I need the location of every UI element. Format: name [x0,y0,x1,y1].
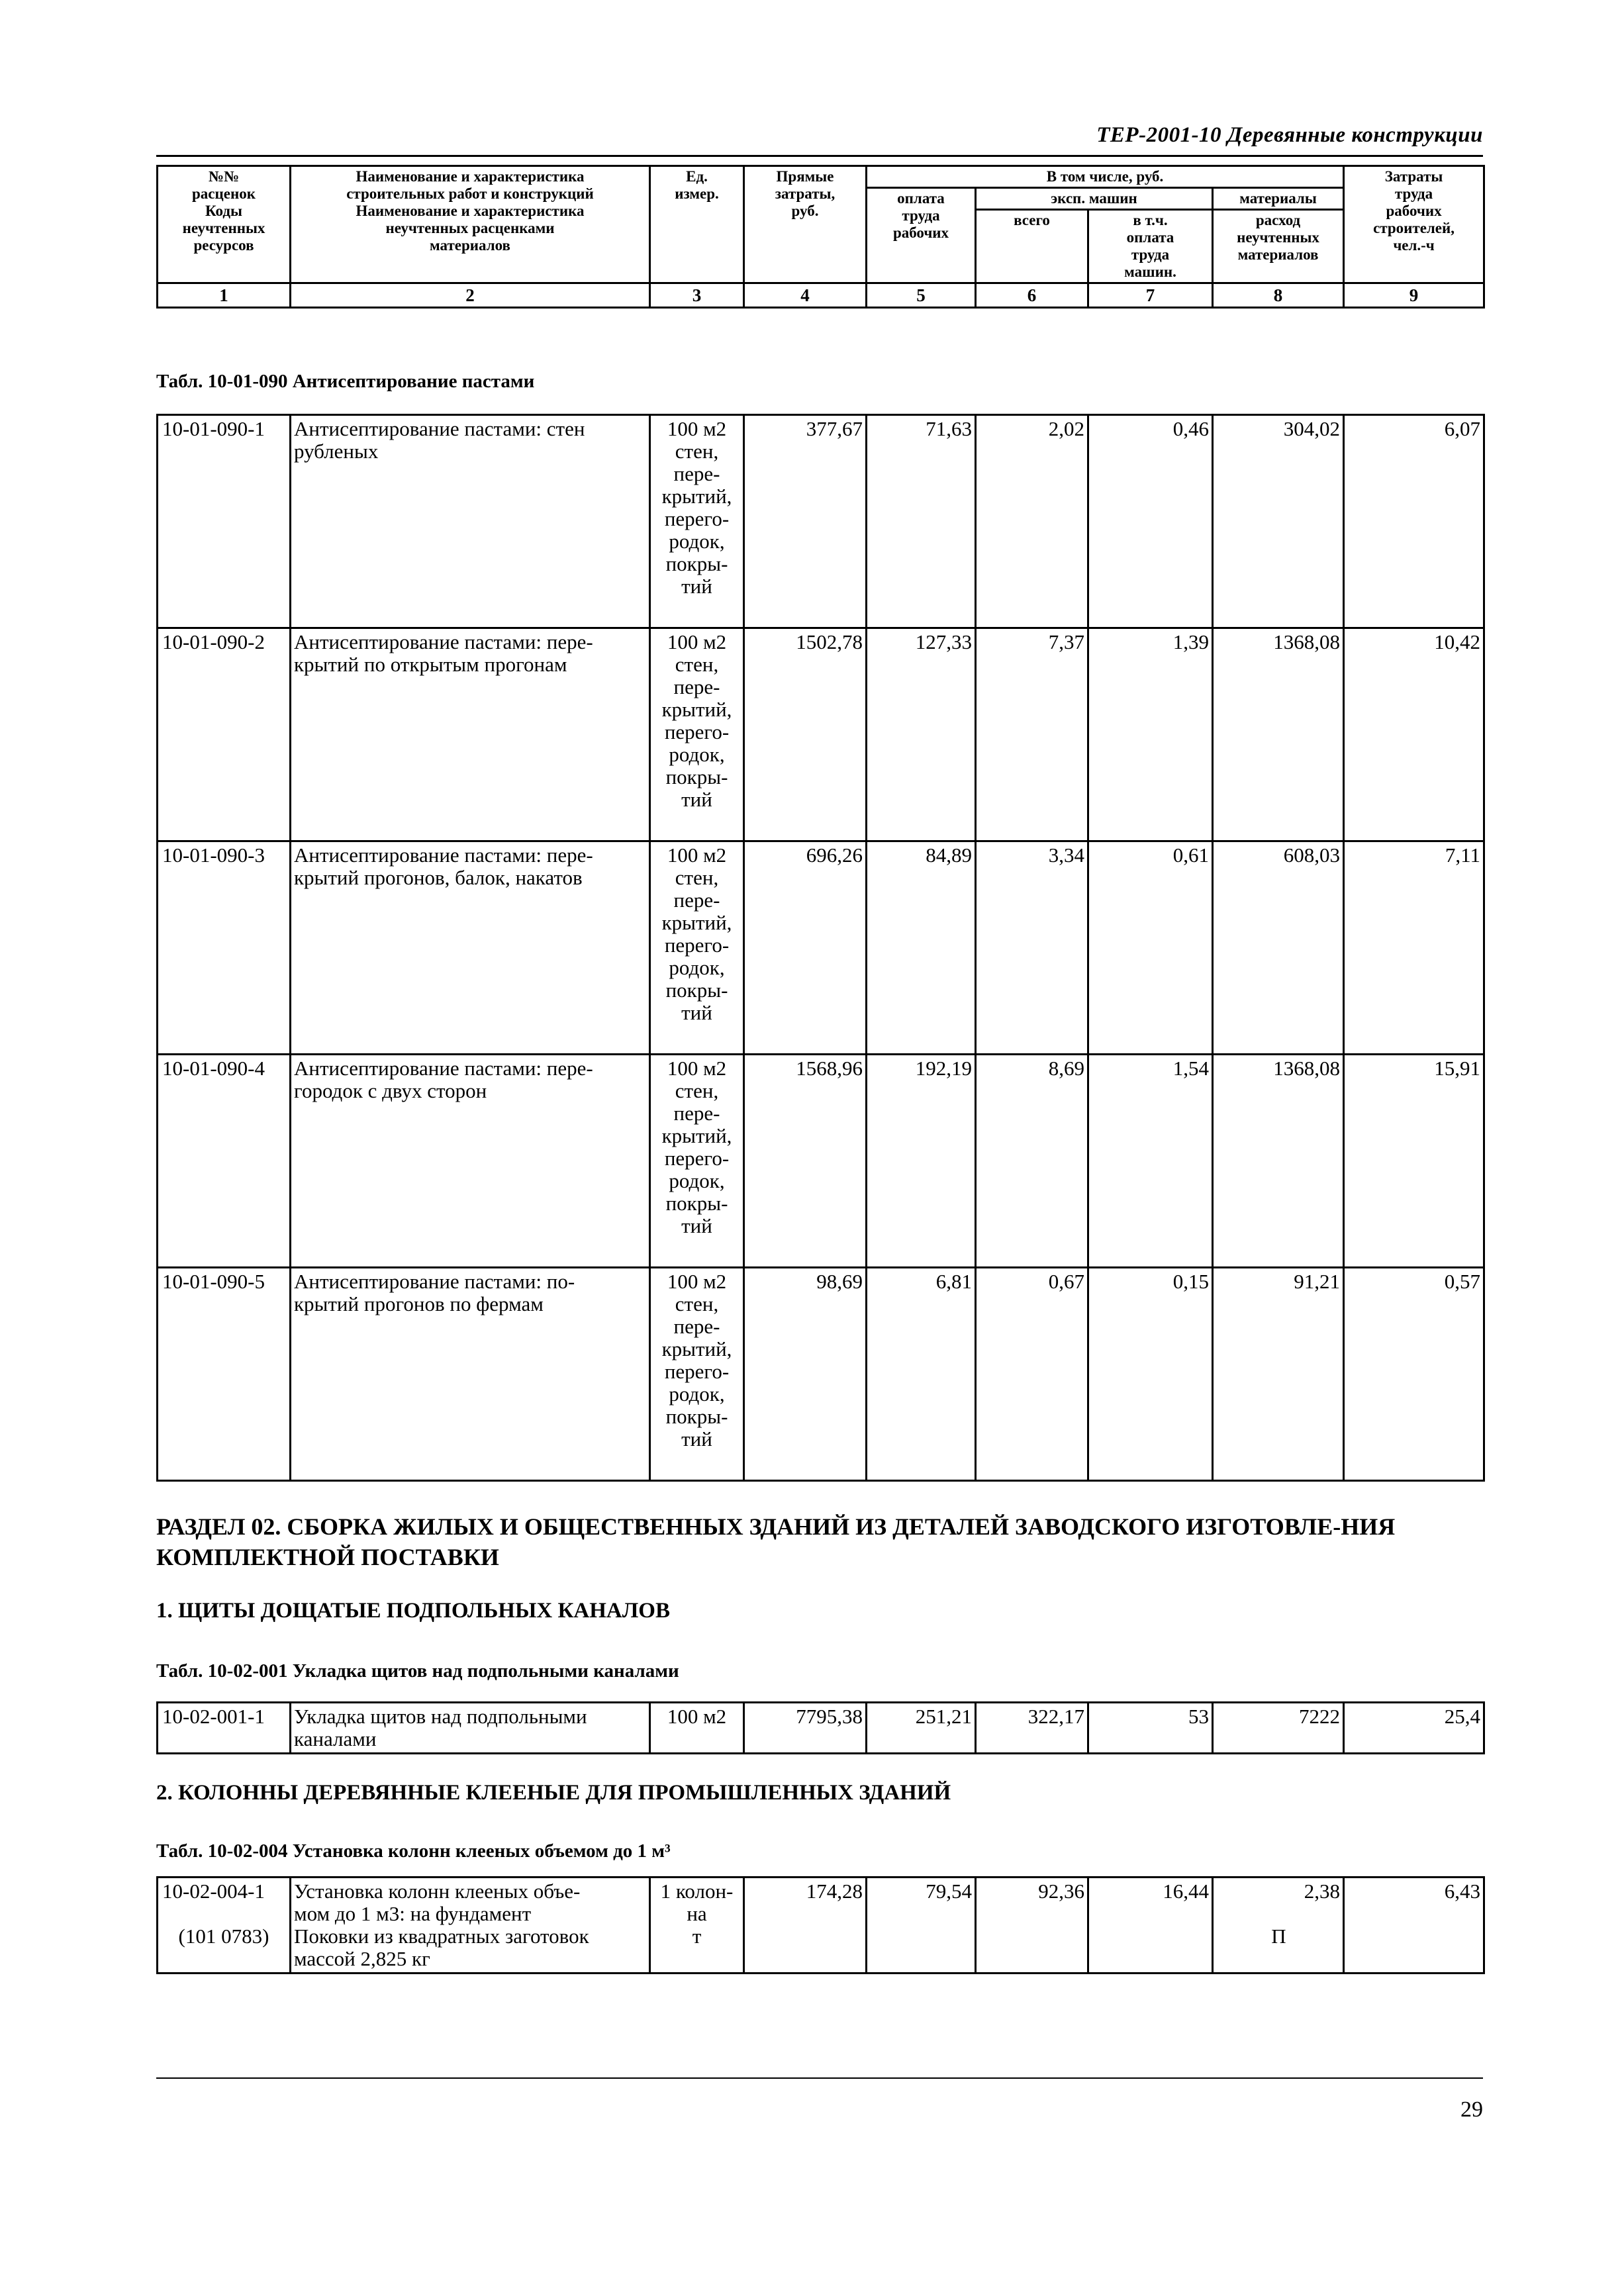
resource-material: П [1271,1925,1286,1948]
column-header-table [156,165,1485,309]
cell-direct: 174,28 [744,1878,867,1974]
col-number: 5 [867,283,976,308]
cell-name: Антисептирование пастами: пере- крытий по открытым прогонам [291,628,650,841]
col-number: 7 [1088,283,1213,308]
header-labor: Затраты труда рабочих строителей, чел.-ч [1344,166,1484,283]
cell-unit: 100 м2 стен, пере- крытий, перего- родок, покры- тий [650,628,744,841]
subsection-heading: 1. ЩИТЫ ДОЩАТЫЕ ПОДПОЛЬНЫХ КАНАЛОВ [156,1599,670,1623]
table-10-02-004 [156,1876,1485,1974]
cell-wages: 192,19 [867,1055,976,1268]
header-mach-wages: в т.ч. оплата труда машин. [1088,210,1213,283]
cell-code: 10-01-090-3 [158,841,291,1055]
cell-labor: 25,4 [1344,1703,1484,1754]
table-row [158,415,1484,628]
col-number: 8 [1213,283,1344,308]
header-mat-sub: расход неучтенных материалов [1213,210,1344,283]
cell-materials: 1368,08 [1213,1055,1344,1268]
table-10-02-001 [156,1701,1485,1754]
col-number: 3 [650,283,744,308]
cell-unit: 100 м2 стен, пере- крытий, перего- родок, покры- тий [650,841,744,1055]
cell-materials: 1368,08 [1213,628,1344,841]
cell-name: Антисептирование пастами: стен рубленых [291,415,650,628]
cell-labor: 15,91 [1344,1055,1484,1268]
cell-machines: 322,17 [976,1703,1088,1754]
cell-unit: 100 м2 [650,1703,744,1754]
cell-name: Укладка щитов над подпольными каналами [291,1703,650,1754]
cell-machines: 7,37 [976,628,1088,841]
header-direct: Прямые затраты, руб. [744,166,867,283]
cell-materials: 7222 [1213,1703,1344,1754]
cell-unit: 100 м2 стен, пере- крытий, перего- родок, покры- тий [650,1268,744,1481]
cell-machines: 92,36 [976,1878,1088,1974]
cell-code: 10-02-001-1 [158,1703,291,1754]
cell-unit: 100 м2 стен, пере- крытий, перего- родок, покры- тий [650,1055,744,1268]
col-number: 9 [1344,283,1484,308]
footer-rule [156,2077,1483,2079]
cell-machine-wages: 0,61 [1088,841,1213,1055]
cell-name: Антисептирование пастами: пере- крытий прогонов, балок, накатов [291,841,650,1055]
running-head: ТЕР-2001-10 Деревянные конструкции [1096,123,1483,147]
header-name: Наименование и характеристика строительных работ и конструкций Наименование и характеристика неучтенных расценками материалов [291,166,650,283]
cell-machine-wages: 1,39 [1088,628,1213,841]
subsection-heading: 2. КОЛОННЫ ДЕРЕВЯННЫЕ КЛЕЕНЫЕ ДЛЯ ПРОМЫШЛЕННЫХ ЗДАНИЙ [156,1781,951,1805]
header-wages: оплата труда рабочих [867,188,976,283]
cell-wages: 251,21 [867,1703,976,1754]
cell-name: Антисептирование пастами: пере- городок с двух сторон [291,1055,650,1268]
cell-machines: 0,67 [976,1268,1088,1481]
cell-code: 10-01-090-4 [158,1055,291,1268]
column-numbers-row [158,283,1484,308]
cell-direct: 7795,38 [744,1703,867,1754]
cell-materials: 608,03 [1213,841,1344,1055]
cell-wages: 6,81 [867,1268,976,1481]
cell-direct: 1568,96 [744,1055,867,1268]
section-heading: РАЗДЕЛ 02. СБОРКА ЖИЛЫХ И ОБЩЕСТВЕННЫХ ЗДАНИЙ ИЗ ДЕТАЛЕЙ ЗАВОДСКОГО ИЗГОТОВЛЕ-НИЯ КОМПЛЕКТНОЙ ПОСТАВКИ [156,1513,1396,1570]
col-number: 4 [744,283,867,308]
header-materials: материалы [1213,188,1344,210]
col-number: 2 [291,283,650,308]
page-number: 29 [1460,2097,1483,2122]
cell-machine-wages: 0,15 [1088,1268,1213,1481]
header-machines: эксп. машин [976,188,1213,210]
header-unit: Ед. измер. [650,166,744,283]
cell-direct: 1502,78 [744,628,867,841]
cell-name: Установка колонн клееных объе- мом до 1 м3: на фундамент Поковки из квадратных заготовок массой 2,825 кг [291,1878,650,1974]
cell-code: 10-01-090-2 [158,628,291,841]
table-row [158,1878,1484,1974]
cell-machine-wages: 0,46 [1088,415,1213,628]
cell-materials: 2,38 П [1213,1878,1344,1974]
table-caption: Табл. 10-02-001 Укладка щитов над подпольными каналами [156,1660,679,1682]
cell-machine-wages: 16,44 [1088,1878,1213,1974]
header-code: №№ расценок Коды неучтенных ресурсов [158,166,291,283]
cell-machines: 8,69 [976,1055,1088,1268]
cell-wages: 84,89 [867,841,976,1055]
table-row [158,1268,1484,1481]
cell-direct: 696,26 [744,841,867,1055]
cell-code: 10-01-090-1 [158,415,291,628]
header-mach-total: всего [976,210,1088,283]
cell-direct: 98,69 [744,1268,867,1481]
cell-labor: 0,57 [1344,1268,1484,1481]
cell-labor: 6,07 [1344,415,1484,628]
cell-materials: 304,02 [1213,415,1344,628]
header-group: В том числе, руб. [867,166,1344,188]
cell-wages: 71,63 [867,415,976,628]
cell-name: Антисептирование пастами: по- крытий прогонов по фермам [291,1268,650,1481]
table-10-01-090 [156,414,1485,1482]
resource-unit: т [692,1925,702,1948]
header-rule [156,155,1483,157]
cell-unit: 100 м2 стен, пере- крытий, перего- родок, покры- тий [650,415,744,628]
cell-machines: 2,02 [976,415,1088,628]
cell-machine-wages: 1,54 [1088,1055,1213,1268]
table-caption: Табл. 10-02-004 Установка колонн клееных объемом до 1 м³ [156,1840,671,1862]
table-row [158,841,1484,1055]
col-number: 1 [158,283,291,308]
cell-code: 10-01-090-5 [158,1268,291,1481]
cell-code: 10-02-004-1 (101 0783) [158,1878,291,1974]
cell-labor: 7,11 [1344,841,1484,1055]
cell-labor: 6,43 [1344,1878,1484,1974]
table-row [158,628,1484,841]
table-row [158,1055,1484,1268]
cell-direct: 377,67 [744,415,867,628]
cell-wages: 127,33 [867,628,976,841]
cell-machine-wages: 53 [1088,1703,1213,1754]
cell-labor: 10,42 [1344,628,1484,841]
cell-materials: 91,21 [1213,1268,1344,1481]
table-row [158,1703,1484,1754]
cell-wages: 79,54 [867,1878,976,1974]
cell-machines: 3,34 [976,841,1088,1055]
resource-code: (101 0783) [178,1925,269,1948]
table-caption: Табл. 10-01-090 Антисептирование пастами [156,371,535,392]
cell-unit: 1 колон- на т [650,1878,744,1974]
col-number: 6 [976,283,1088,308]
